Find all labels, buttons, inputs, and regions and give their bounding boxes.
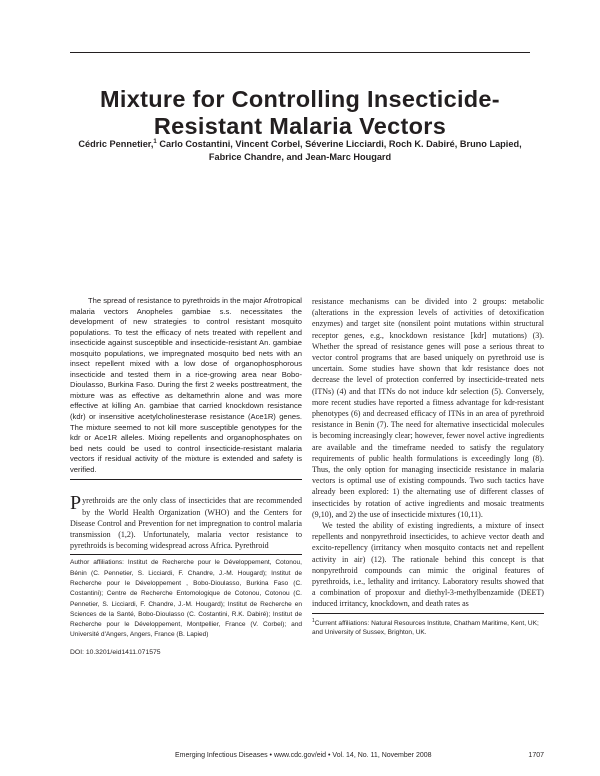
intro-paragraph: Pyrethroids are the only class of insecticides that are recommended by the World Health Organization (WHO) and the Centers for Disease Control and Prevention for net impregnation to control malaria transmission (1,2). Unfortunately, malaria vector resistance to pyrethroids is becoming widespread across Africa. Pyrethroid [70, 492, 302, 551]
body-paragraph-1: resistance mechanisms can be divided into 2 groups: metabolic (alterations in the expression levels of activities of detoxification enzymes) and target site (nonsilent point mutations within structural receptor genes, e.g., knockdown resistance [kdr] mutations) (3). Whether the spread of resistance genes will pose a serious threat to vector control programs that are based uniquely on pyrethroid use is uncertain. Some studies have shown that kdr resistance does not decrease the level of protection conferred by insecticide-treated nets (ITNs) (4) and that ITNs do not induce kdr selection (5). Conversely, more recent studies have reported a fitness advantage for kdr-resistant phenotypes (6) and decreased efficacy of ITNs in an area of pyrethroid resistance in Benin (7). The need for alternative insecticidal molecules is becoming increasingly clear; however, fewer novel active ingredients are available and the timeframe needed to satisfy the regulatory requirements of public health formulations is exceedingly long (8). Thus, the only option for managing insecticide resistance in malaria vectors is optimal use of existing compounds. Two such tactics have already been explored: 1) the alternating use of different classes of insecticides by rotation of active ingredients and mosaic treatments (9,10), and 2) the use of insecticide mixtures (10,11). [312, 297, 544, 519]
doi: DOI: 10.3201/eid1411.071575 [70, 648, 161, 656]
author-affiliations: Author affiliations: Institut de Recherche pour le Développement, Cotonou, Bénin (C. Pennetier, S. Licciardi, F. Chandre, J.-M. Hougard); Institut de Recherche pour le Développement , Bobo-Dioulasso, Burkina Faso (C. Costantini); Centre de Recherche Entomologique de Cotonou, Cotonou (C. Pennetier, S. Licciardi, F. Chandre, J.-M. Hougard); Institut de Recherche en Sciences de la Santé, Bobo-Dioulasso (C. Costantini, R.K. Dabiré); Institut de Recherche pour le Développement, Montpellier, France (V. Corbel); and Université d'Angers, Angers, France (B. Lapied) [70, 554, 302, 640]
title-line-2: Resistant Malaria Vectors [153, 113, 447, 139]
author-list [50, 138, 550, 163]
author-affiliation-mark: 1 [153, 138, 157, 145]
journal-citation: Emerging Infectious Diseases • www.cdc.gov/eid • Vol. 14, No. 11, November 2008 [175, 752, 432, 759]
body-paragraph-2: We tested the ability of existing ingredients, a mixture of insect repellents and nonpyrethroid insecticides, to achieve vector death and excito-repellency (irritancy when mosquito contacts net and repellent activity in air) (12). The rationale behind this concept is that nonpyrethroid compounds can mimic the original features of pyrethroids, i.e., lethality and irritancy. Laboratory results showed that a combination of propoxur and diethyl-3-methylbenzamide (DEET) induced irritancy, knockdown, and death rates as [312, 521, 544, 609]
author-line-1 [50, 138, 550, 151]
article-title [40, 86, 560, 140]
current-affiliation-footnote [312, 613, 544, 638]
page-number: 1707 [528, 752, 544, 759]
left-column [70, 296, 302, 656]
author-first: Cédric Pennetier, [78, 139, 154, 149]
footnote-text: Current affiliations: Natural Resources Institute, Chatham Maritime, Kent, UK; and University of Sussex, Brighton, UK. [312, 619, 539, 637]
author-rest: Carlo Costantini, Vincent Corbel, Séverine Licciardi, Roch K. Dabiré, Bruno Lapied, [156, 139, 522, 149]
author-line-2: Fabrice Chandre, and Jean-Marc Hougard [208, 151, 392, 162]
top-rule [70, 52, 530, 53]
abstract: The spread of resistance to pyrethroids in the major Afrotropical malaria vectors Anopheles gambiae s.s. necessitates the development of new strategies to control resistant mosquito populations. To test the efficacy of nets treated with repellent and insecticide against susceptible and insecticide-resistant An. gambiae mosquito populations, we impregnated mosquito bed nets with an insect repellent mixed with a low dose of organophosphorous insecticide and tested them in a rice-growing area near Bobo-Dioulasso, Burkina Faso. During the first 2 weeks posttreatment, the mixture was as effective as deltamethrin alone and was more effective at killing An. gambiae that carried knockdown resistance (kdr) or insensitive acetylcholinesterase resistance (Ace1R) genes. The mixture seemed to not kill more susceptible genotypes for the kdr or Ace1R alleles. Mixing repellents and organophosphates on bed nets could be used to control insecticide-resistant malaria vectors if residual activity of the mixture is extended and safety is verified. [70, 296, 302, 480]
title-line-1: Mixture for Controlling Insecticide- [100, 86, 500, 112]
right-column [312, 296, 544, 638]
footnote-mark: 1 [312, 617, 315, 624]
